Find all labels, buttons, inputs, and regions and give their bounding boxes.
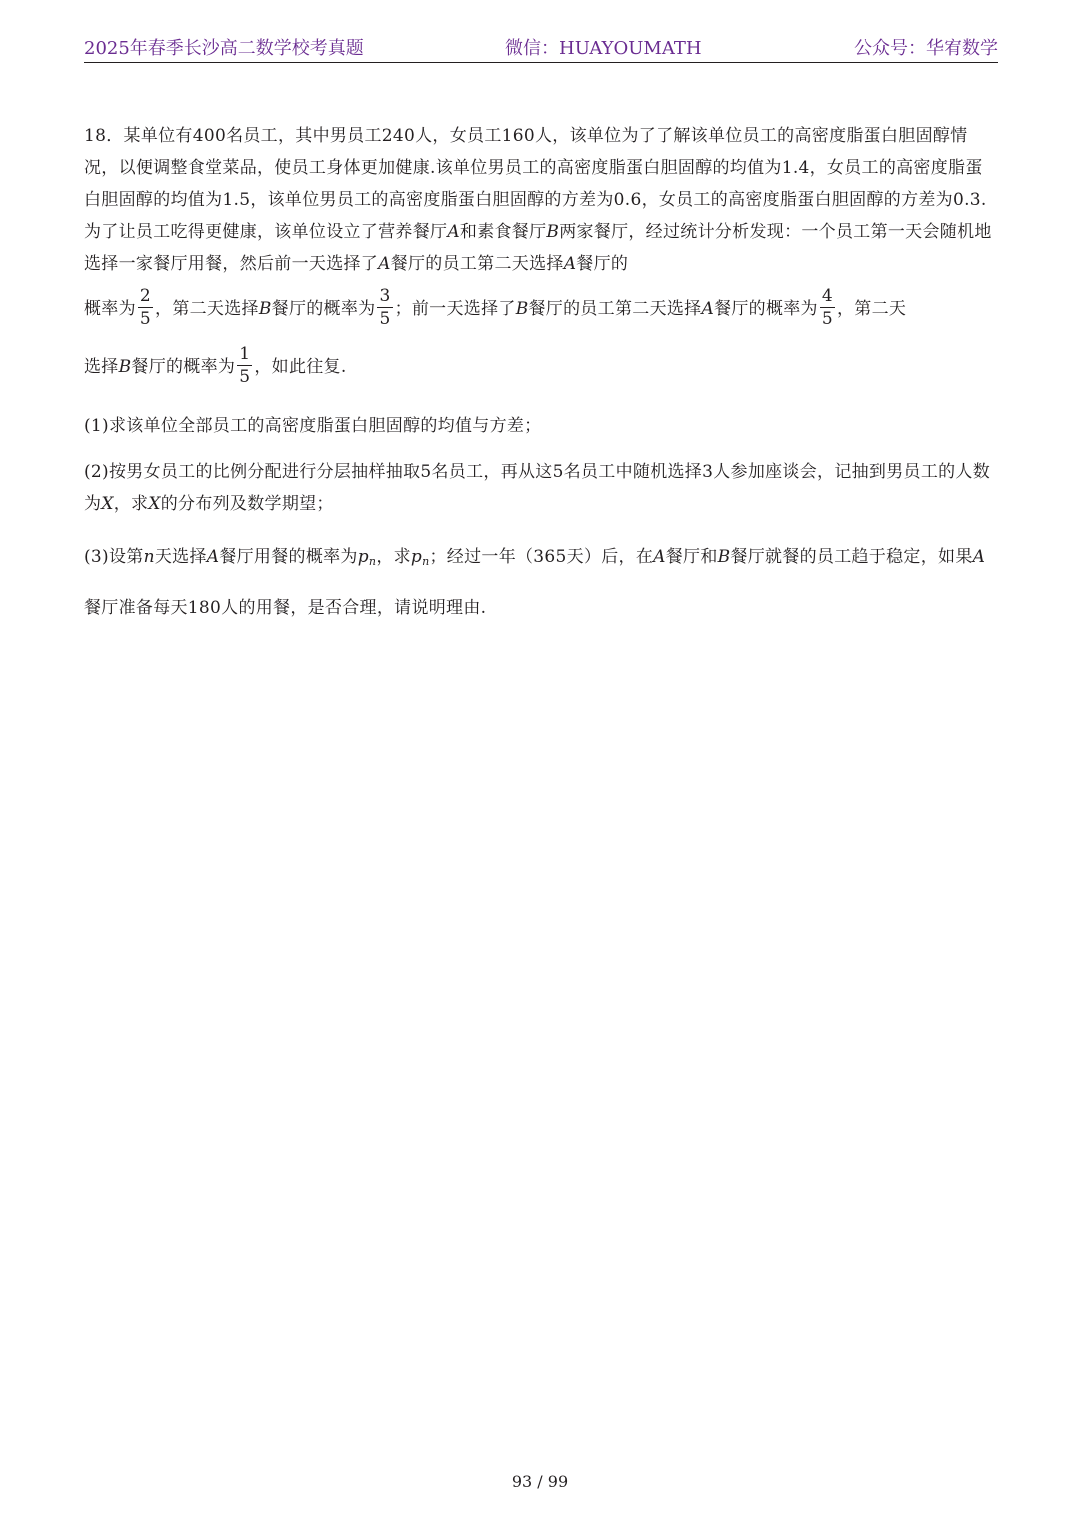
var-X: X: [101, 494, 114, 514]
var-A: A: [701, 299, 715, 319]
text-and-veg: 和素食餐厅: [459, 222, 547, 242]
text-prob: 概率为: [84, 299, 136, 319]
fraction-1-5: $\frac{1}{5}$: [239, 344, 251, 387]
subscript-n: n: [368, 555, 377, 568]
question-2: (2)按男女员工的比例分配进行分层抽样抽取5名员工，再从这5名员工中随机选择3人参加座谈会，记抽到男员工的人数为X，求X的分布列及数学期望；: [84, 462, 991, 514]
fraction-3-5: $\frac{3}{5}$: [379, 286, 391, 329]
page-header: [84, 38, 998, 63]
fraction-2-5: $\frac{2}{5}$: [139, 286, 152, 329]
var-X: X: [148, 494, 161, 514]
text-employee-second-day: 餐厅的员工第二天选择: [528, 299, 702, 319]
header-account: 公众号：华宥数学: [854, 38, 998, 59]
text-restaurant-prob: 餐厅的概率为: [714, 299, 818, 319]
problem-statement: [84, 120, 998, 280]
text-second-choose: ，第二天选择: [155, 299, 259, 319]
var-n: n: [143, 547, 155, 567]
var-p: p: [357, 547, 369, 567]
text-prev-chose: ；前一天选择了: [394, 299, 516, 319]
text-choose: 选择: [84, 357, 119, 377]
header-title: 2025年春季长沙高二数学校考真题: [84, 38, 364, 59]
var-A: A: [378, 254, 391, 274]
var-A: A: [206, 547, 220, 567]
fraction-4-5: $\frac{4}{5}$: [821, 286, 833, 329]
subscript-n: n: [422, 555, 430, 568]
var-A: A: [563, 254, 577, 274]
var-p: p: [410, 547, 423, 567]
page-number: 93 / 99: [511, 1472, 569, 1491]
var-A: A: [653, 547, 666, 567]
question-3: (3)设第n天选择A餐厅用餐的概率为$p_n$，求$p_n$；经过一年（365天）后，在A餐厅和B餐厅就餐的员工趋于稳定，如果A餐厅准备每天180人的用餐，是否合理，请说明理由.: [84, 547, 986, 618]
problem-body: [84, 120, 998, 645]
text-repeat: ，如此往复.: [254, 357, 347, 377]
text-restaurant-prob: 餐厅的概率为: [131, 357, 236, 377]
var-B: B: [118, 357, 132, 377]
text-second-day: ，第二天: [837, 299, 907, 319]
text-restaurant-of: 餐厅的: [576, 254, 629, 274]
problem-statement-line2: [84, 280, 998, 338]
var-B: B: [258, 299, 272, 319]
text-employee-second-day: 餐厅的员工第二天选择: [390, 254, 564, 274]
var-B: B: [546, 222, 560, 242]
var-B: B: [717, 547, 731, 567]
text-two-restaurants: 两家餐厅，经过统计分析发现：一个员工第一天会随机地选择一家餐厅用餐，然后前一天选择了: [84, 222, 992, 274]
question-1: (1)求该单位全部员工的高密度脂蛋白胆固醇的均值与方差；: [84, 416, 542, 436]
header-wechat: 微信：HUAYOUMATH: [505, 38, 702, 59]
problem-statement-line3: [84, 338, 998, 396]
var-A: A: [972, 547, 986, 567]
var-A: A: [447, 222, 460, 242]
intro-text: 18．某单位有400名员工，其中男员工240人，女员工160人，该单位为了了解该单位员工的高密度脂蛋白胆固醇情况，以便调整食堂菜品，使员工身体更加健康.该单位男员工的高密度脂蛋白胆固醇的均值为1.4，女员工的高密度脂蛋白胆固醇的均值为1.5，该单位男员工的高密度脂蛋白胆固醇的方差为0.6，女员工的高密度脂蛋白胆固醇的方差为0.3. 为了让员工吃得更健康，该单位设立了营养餐厅: [84, 126, 987, 242]
text-restaurant-prob: 餐厅的概率为: [271, 299, 376, 319]
var-B: B: [515, 299, 529, 319]
